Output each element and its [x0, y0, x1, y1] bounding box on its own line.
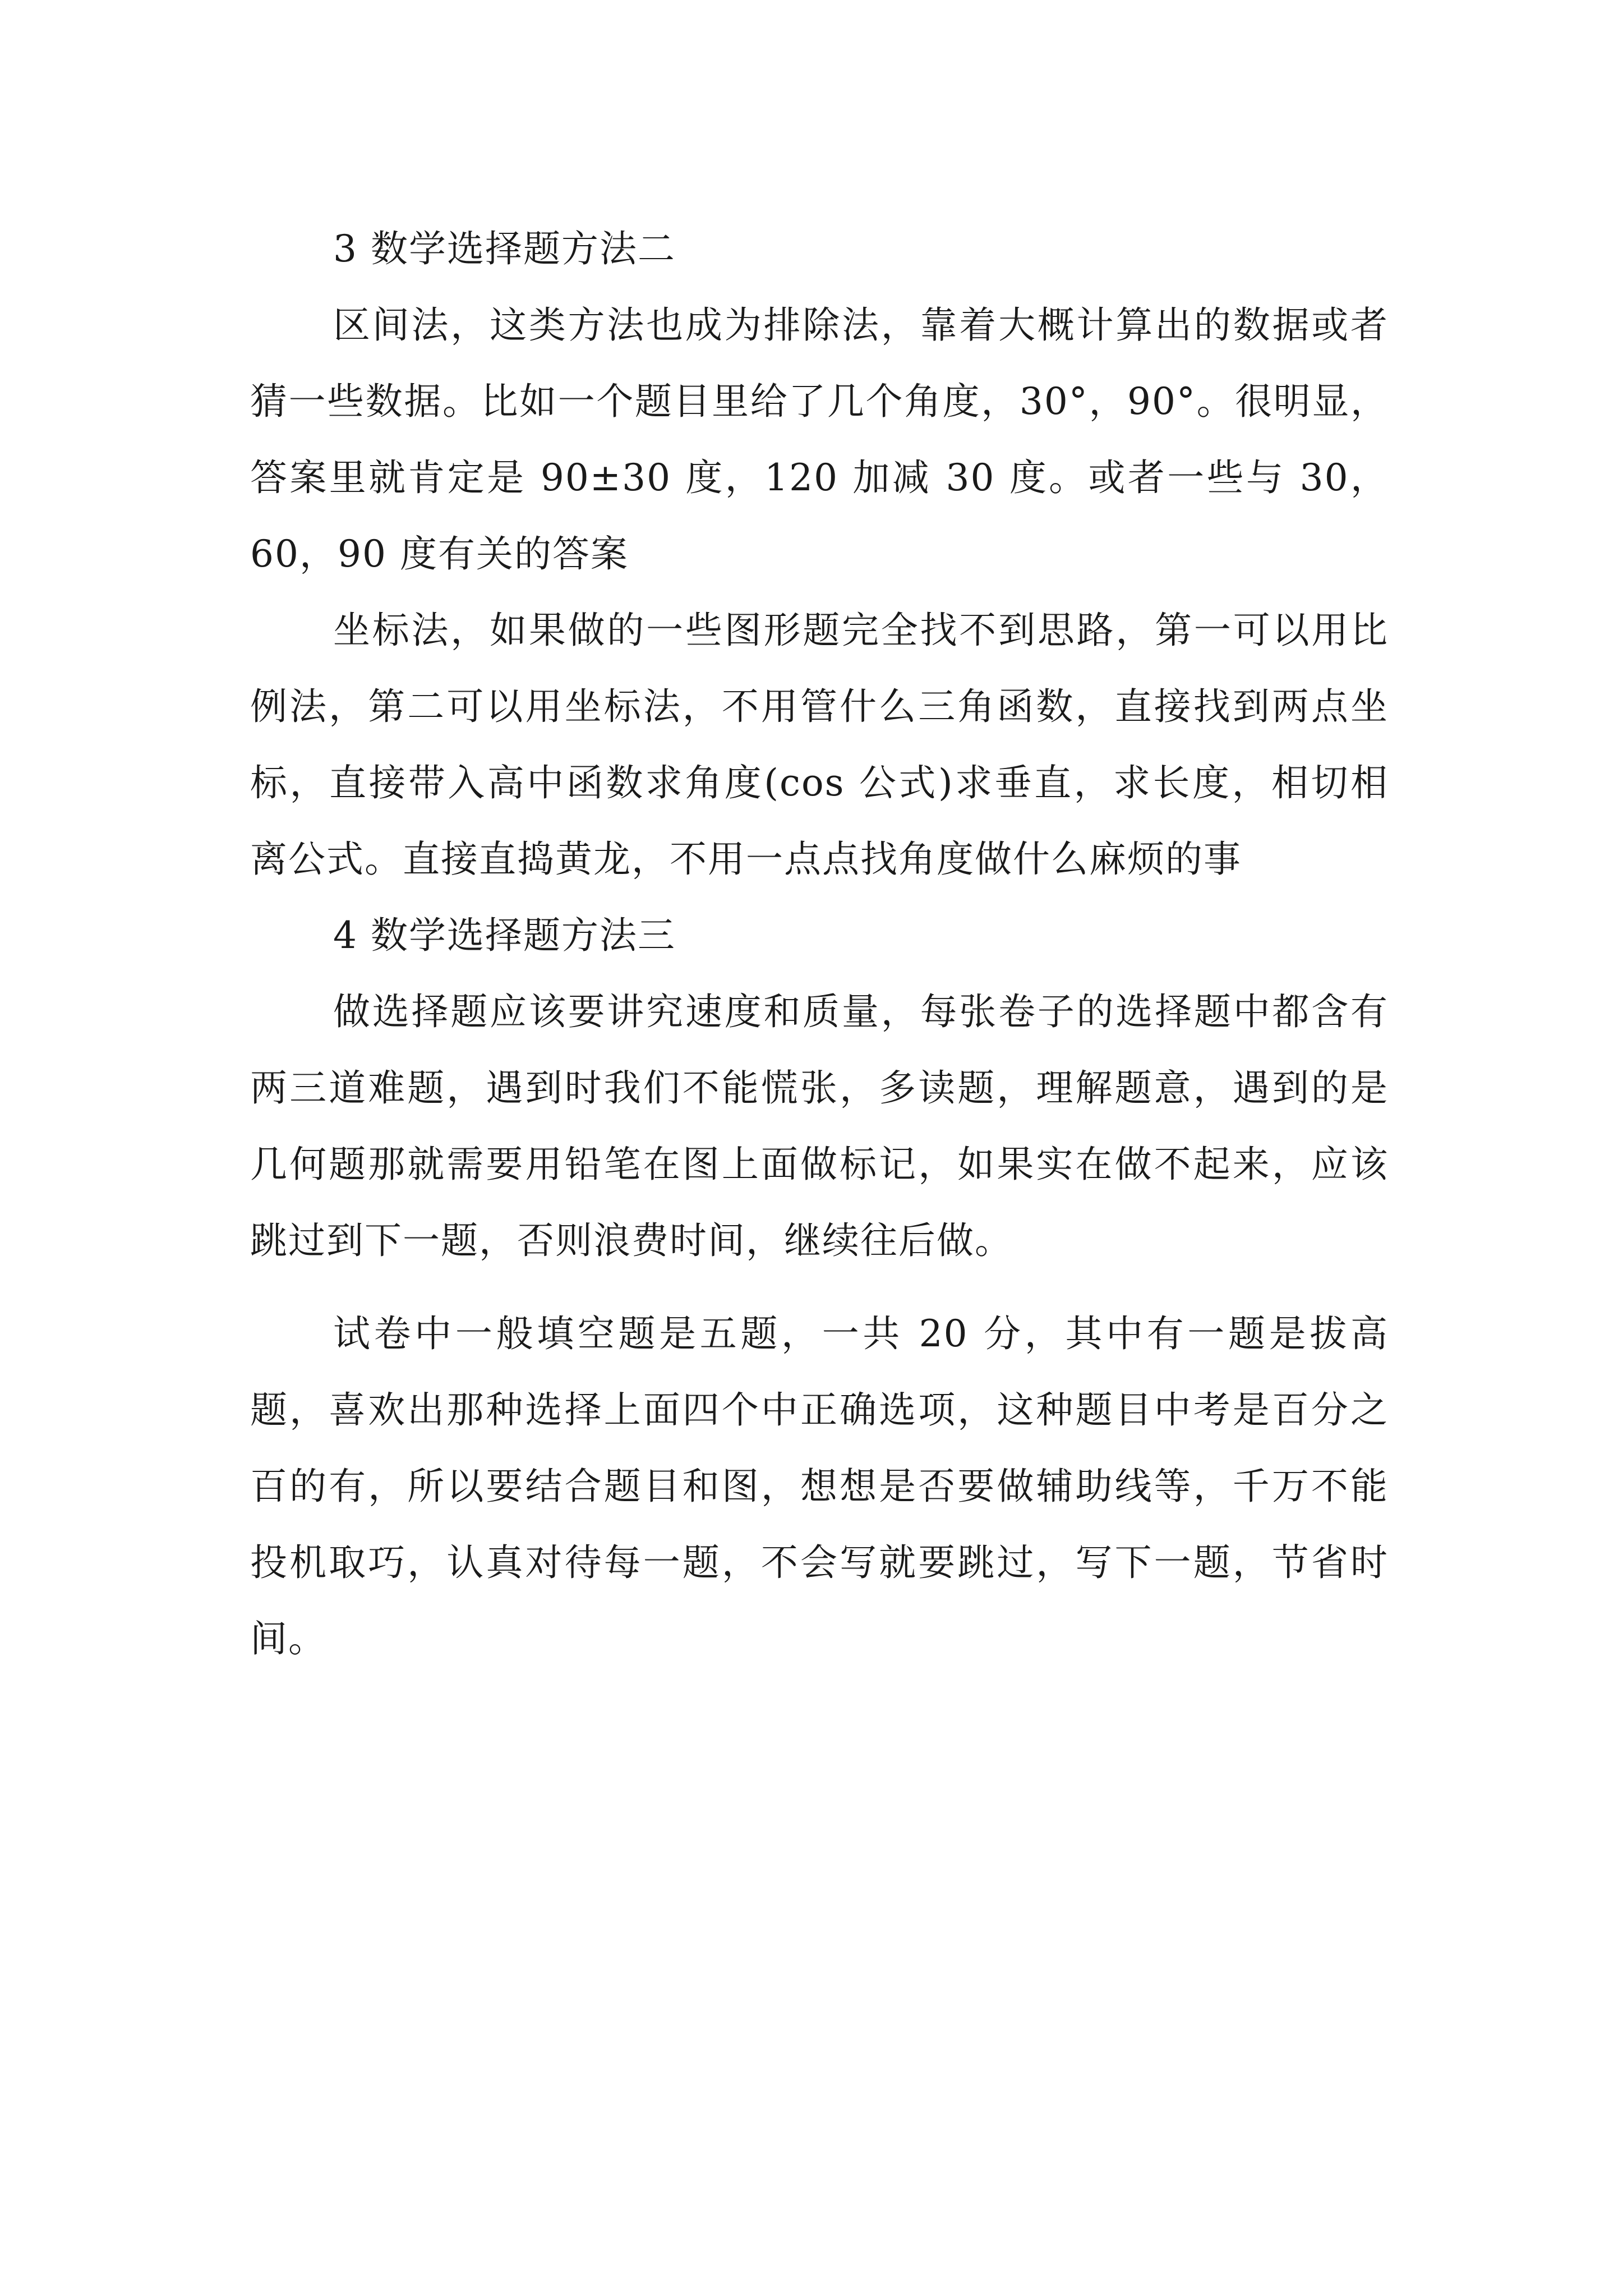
paragraph-interval-method: 区间法，这类方法也成为排除法，靠着大概计算出的数据或者猜一些数据。比如一个题目里给了几个角度，30°，90°。很明显，答案里就肯定是 90±30 度，120 加减 30 度。或者一些与 30，60，90 度有关的答案 [250, 303, 1389, 576]
section-heading-method-2: 3 数学选择题方法二 [333, 227, 676, 270]
paragraph-speed-and-quality: 做选择题应该要讲究速度和质量，每张卷子的选择题中都含有两三道难题，遇到时我们不能慌张，多读题，理解题意，遇到的是几何题那就需要用铅笔在图上面做标记，如果实在做不起来，应该跳过到下一题，否则浪费时间，继续往后做。 [250, 990, 1389, 1262]
paragraph-coordinate-method: 坐标法，如果做的一些图形题完全找不到思路，第一可以用比例法，第二可以用坐标法，不用管什么三角函数，直接找到两点坐标，直接带入高中函数求角度(cos 公式)求垂直，求长度，相切相离公式。直接直捣黄龙，不用一点点找角度做什么麻烦的事 [250, 609, 1389, 881]
paragraph-fill-in-blank: 试卷中一般填空题是五题，一共 20 分，其中有一题是拔高题，喜欢出那种选择上面四个中正确选项，这种题目中考是百分之百的有，所以要结合题目和图，想想是否要做辅助线等，千万不能投机取巧，认真对待每一题，不会写就要跳过，写下一题，节省时间。 [250, 1312, 1389, 1660]
document-body [250, 211, 1389, 1677]
paragraph-spacer [250, 1279, 1389, 1296]
section-heading-method-3: 4 数学选择题方法三 [333, 914, 676, 957]
